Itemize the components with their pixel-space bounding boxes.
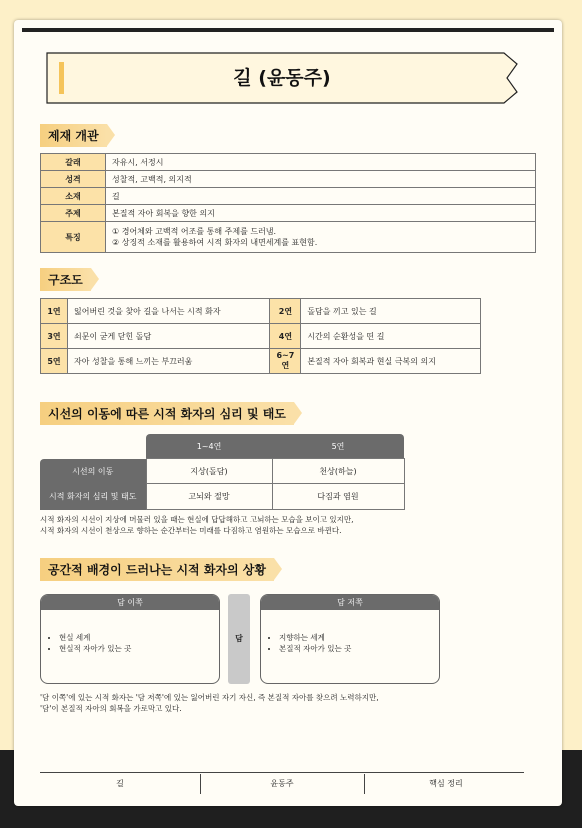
column-header: 5연 xyxy=(272,434,404,459)
table-row xyxy=(41,205,536,222)
note-line: 시적 화자의 시선이 천상으로 향하는 순간부터는 미래를 다짐하고 염원하는 모습으로 바뀐다. xyxy=(40,526,342,535)
table-cell: 고뇌와 절망 xyxy=(146,484,272,510)
column-header: 1~4연 xyxy=(146,434,272,459)
list-item: • 지향하는 세계 xyxy=(279,632,439,643)
section-title-gaze: 시선의 이동에 따른 시적 화자의 심리 및 태도 xyxy=(40,402,294,425)
item-list xyxy=(261,632,439,654)
section-title-space: 공간적 배경이 드러나는 시적 화자의 상황 xyxy=(40,558,274,581)
top-rule xyxy=(22,28,554,32)
gaze-table xyxy=(40,434,405,510)
gaze-note xyxy=(40,514,354,536)
footer-title: 길 xyxy=(116,779,124,788)
table-row xyxy=(41,299,481,324)
stanza-text: 잃어버린 것을 찾아 길을 나서는 시적 화자 xyxy=(68,299,270,324)
stanza-text: 본질적 자아 회복과 현실 극복의 의지 xyxy=(301,349,481,374)
table-row xyxy=(41,171,536,188)
wall-divider: 담 xyxy=(228,594,250,684)
stanza-text: 시간의 순환성을 띤 길 xyxy=(301,324,481,349)
empty-corner xyxy=(40,434,146,459)
feature-line-1: ① 경어체와 고백적 어조를 통해 주제를 드러냄. xyxy=(112,227,277,236)
stanza-label: 3연 xyxy=(41,324,68,349)
row-value: 성찰적, 고백적, 의지적 xyxy=(106,171,536,188)
row-label: 특징 xyxy=(41,222,106,253)
table-cell: 천상(하늘) xyxy=(272,459,404,484)
list-item: • 현실 세계 xyxy=(59,632,219,643)
section-title-structure: 구조도 xyxy=(40,268,91,291)
this-side-box xyxy=(40,594,220,684)
table-row xyxy=(40,459,404,484)
row-value: 본질적 자아 회복을 향한 의지 xyxy=(106,205,536,222)
footer-separator xyxy=(364,774,365,794)
row-label: 소재 xyxy=(41,188,106,205)
table-cell: 다짐과 염원 xyxy=(272,484,404,510)
overview-table xyxy=(40,153,536,253)
box-title: 담 저쪽 xyxy=(261,595,439,610)
stanza-text: 쇠문이 굳게 닫힌 돌담 xyxy=(68,324,270,349)
table-row xyxy=(41,188,536,205)
footer-rule xyxy=(40,772,524,773)
stanza-label: 2연 xyxy=(270,299,301,324)
table-cell: 지상(돌담) xyxy=(146,459,272,484)
document-page xyxy=(14,20,562,806)
section-title-overview: 제재 개관 xyxy=(40,124,107,147)
that-side-box xyxy=(260,594,440,684)
row-label: 주제 xyxy=(41,205,106,222)
list-item: • 본질적 자아가 있는 곳 xyxy=(279,643,439,654)
box-title: 담 이쪽 xyxy=(41,595,219,610)
item-list xyxy=(41,632,219,654)
table-row xyxy=(41,349,481,374)
stanza-label: 6~7연 xyxy=(270,349,301,374)
stanza-text: 자아 성찰을 통해 느끼는 부끄러움 xyxy=(68,349,270,374)
note-line: '담'이 본질적 자아의 회복을 가로막고 있다. xyxy=(40,704,182,713)
note-line: '담 이쪽'에 있는 시적 화자는 '담 저쪽'에 있는 잃어버린 자기 자신, 즉 본질적 자아를 찾으려 노력하지만, xyxy=(40,693,379,702)
stanza-label: 5연 xyxy=(41,349,68,374)
row-value-multiline xyxy=(106,222,536,253)
stanza-label: 4연 xyxy=(270,324,301,349)
title-banner xyxy=(46,52,518,104)
table-row xyxy=(41,154,536,171)
row-label: 성격 xyxy=(41,171,106,188)
row-value: 자유시, 서정시 xyxy=(106,154,536,171)
structure-table xyxy=(40,298,481,374)
row-header: 시적 화자의 심리 및 태도 xyxy=(40,484,146,510)
page-title: 길 (윤동주) xyxy=(233,67,331,89)
footer-separator xyxy=(200,774,201,794)
list-item: • 현실적 자아가 있는 곳 xyxy=(59,643,219,654)
table-row xyxy=(41,222,536,253)
note-line: 시적 화자의 시선이 지상에 머물러 있을 때는 현실에 답답해하고 고뇌하는 모습을 보이고 있지만, xyxy=(40,515,354,524)
stanza-text: 돌담을 끼고 있는 길 xyxy=(301,299,481,324)
table-row xyxy=(41,324,481,349)
stanza-label: 1연 xyxy=(41,299,68,324)
row-label: 갈래 xyxy=(41,154,106,171)
row-header: 시선의 이동 xyxy=(40,459,146,484)
feature-line-2: ② 상징적 소재를 활용하여 시적 화자의 내면세계를 표현함. xyxy=(112,238,318,247)
table-header-row xyxy=(40,434,404,459)
row-value: 길 xyxy=(106,188,536,205)
table-row xyxy=(40,484,404,510)
footer-section: 핵심 정리 xyxy=(429,779,463,788)
space-note xyxy=(40,692,379,714)
footer-author: 윤동주 xyxy=(270,779,294,788)
